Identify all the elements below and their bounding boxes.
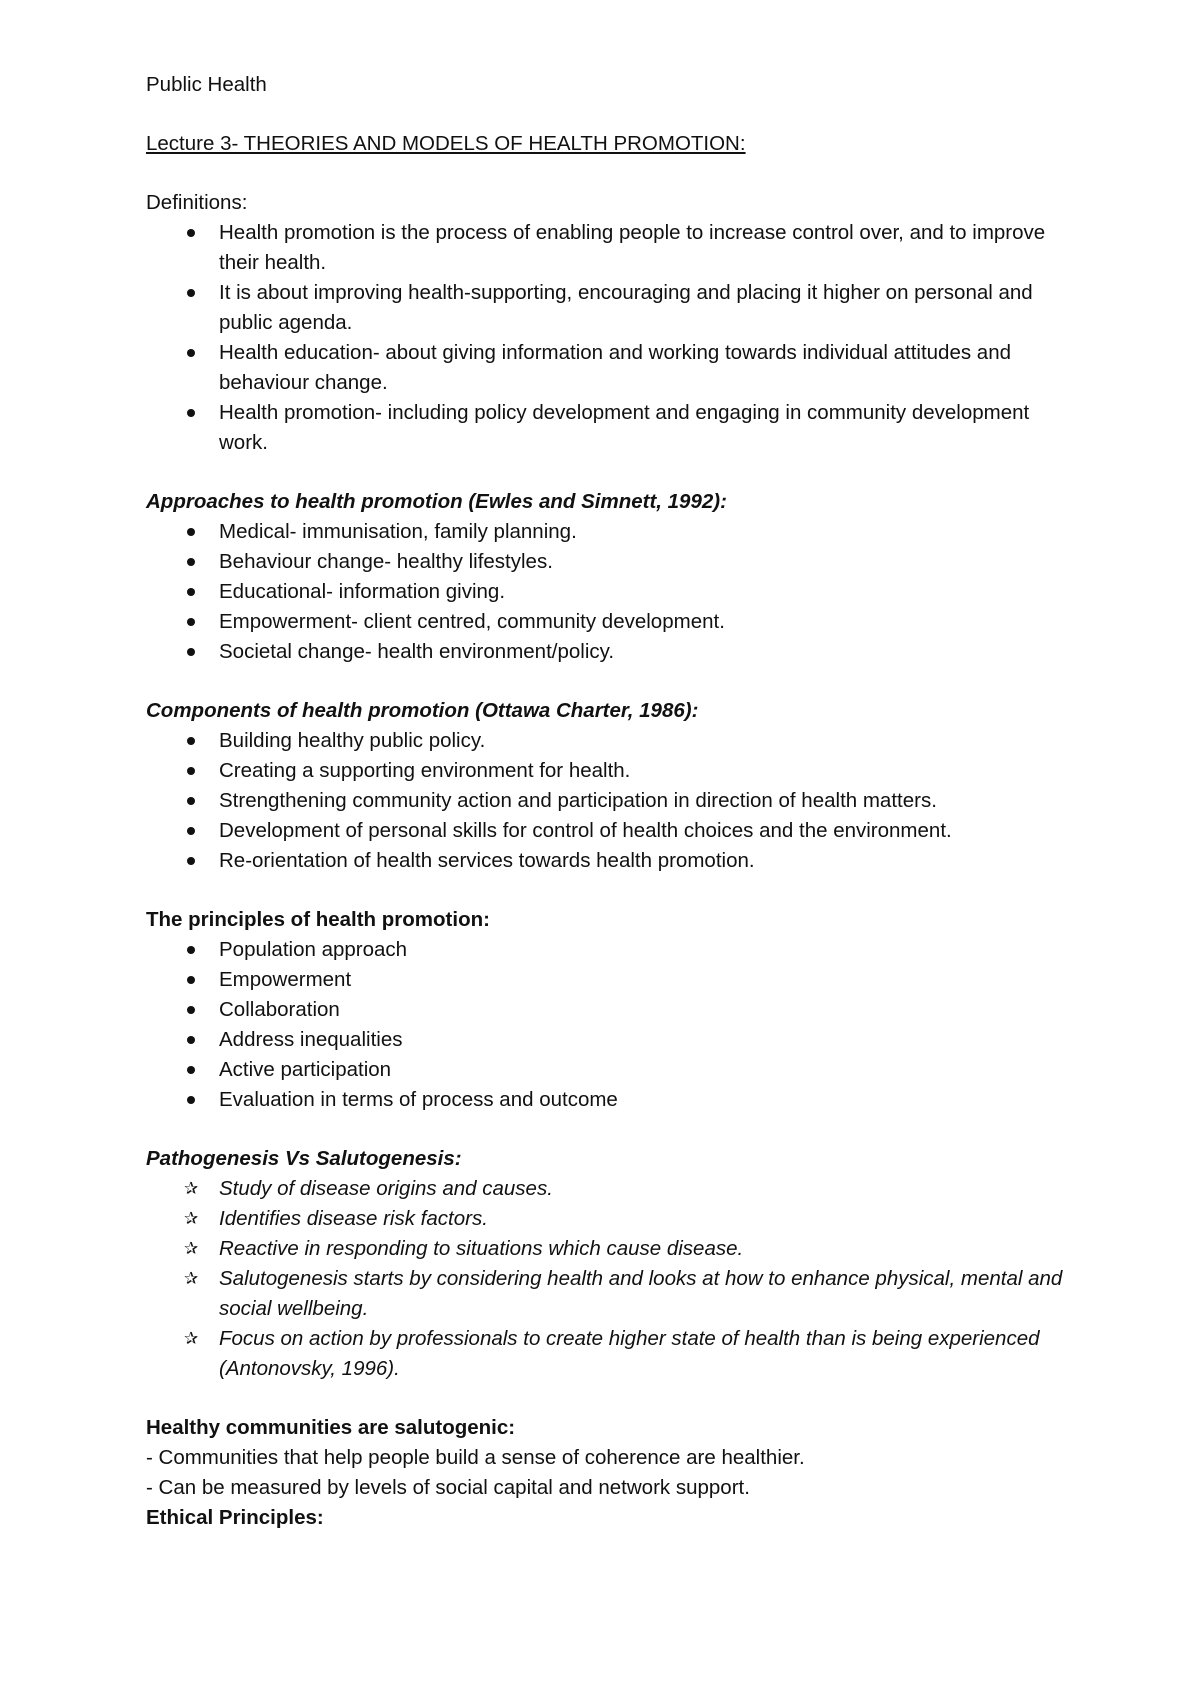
list-item-text: Empowerment- client centred, community development. bbox=[219, 610, 725, 633]
definitions-list bbox=[146, 218, 1076, 458]
bullet-icon bbox=[187, 618, 195, 626]
bullet-icon bbox=[187, 827, 195, 835]
list-item bbox=[146, 786, 1076, 816]
list-item-text: Focus on action by professionals to create higher state of health than is being experienced (Antonovsky, 1996). bbox=[219, 1327, 1040, 1380]
list-item bbox=[146, 1324, 1076, 1384]
list-item bbox=[146, 965, 1076, 995]
list-item-text: Active participation bbox=[219, 1058, 392, 1081]
list-item-text: Empowerment bbox=[219, 968, 352, 991]
list-item bbox=[146, 935, 1076, 965]
list-item bbox=[146, 517, 1076, 547]
spacer bbox=[146, 458, 1076, 487]
list-item-text: Re-orientation of health services towards health promotion. bbox=[219, 849, 755, 872]
page-header-title: Public Health bbox=[146, 73, 267, 96]
list-item bbox=[146, 398, 1076, 458]
list-item-text: Collaboration bbox=[219, 998, 340, 1021]
list-item-text: Health promotion is the process of enabling people to increase control over, and to improve their health. bbox=[219, 221, 1046, 274]
lecture-title: Lecture 3- THEORIES AND MODELS OF HEALTH PROMOTION: bbox=[146, 132, 746, 155]
bullet-icon bbox=[187, 1066, 195, 1074]
list-item bbox=[146, 995, 1076, 1025]
bullet-icon bbox=[187, 1006, 195, 1014]
list-item-text: Population approach bbox=[219, 938, 408, 961]
bullet-icon bbox=[187, 976, 195, 984]
principles-heading: The principles of health promotion: bbox=[146, 908, 490, 931]
list-item-text: Reactive in responding to situations which cause disease. bbox=[219, 1237, 744, 1260]
components-heading: Components of health promotion (Ottawa Charter, 1986): bbox=[146, 699, 699, 722]
list-item-text: Educational- information giving. bbox=[219, 580, 506, 603]
bullet-icon bbox=[187, 409, 195, 417]
list-item-text: Medical- immunisation, family planning. bbox=[219, 520, 577, 543]
bullet-icon bbox=[187, 767, 195, 775]
spacer bbox=[146, 876, 1076, 905]
communities-line: - Communities that help people build a sense of coherence are healthier. bbox=[146, 1446, 805, 1469]
list-item bbox=[146, 1234, 1076, 1264]
list-item bbox=[146, 218, 1076, 278]
list-item-text: Creating a supporting environment for health. bbox=[219, 759, 631, 782]
ethical-heading: Ethical Principles: bbox=[146, 1506, 324, 1529]
list-item bbox=[146, 607, 1076, 637]
list-item-text: Health education- about giving information and working towards individual attitudes and behaviour change. bbox=[219, 341, 1012, 394]
list-item-text: Development of personal skills for control of health choices and the environment. bbox=[219, 819, 952, 842]
list-item-text: Address inequalities bbox=[219, 1028, 403, 1051]
components-list bbox=[146, 726, 1076, 876]
spacer bbox=[146, 1384, 1076, 1413]
list-item bbox=[146, 756, 1076, 786]
pathogenesis-list bbox=[146, 1174, 1076, 1384]
list-item bbox=[146, 637, 1076, 667]
list-item bbox=[146, 846, 1076, 876]
bullet-icon bbox=[187, 946, 195, 954]
list-item-text: Identifies disease risk factors. bbox=[219, 1207, 488, 1230]
bullet-icon bbox=[187, 1096, 195, 1104]
bullet-icon bbox=[187, 797, 195, 805]
list-item bbox=[146, 1264, 1076, 1324]
list-item-text: Health promotion- including policy development and engaging in community development work. bbox=[219, 401, 1030, 454]
list-item bbox=[146, 547, 1076, 577]
bullet-icon bbox=[187, 558, 195, 566]
approaches-heading: Approaches to health promotion (Ewles and Simnett, 1992): bbox=[146, 490, 727, 513]
bullet-icon bbox=[187, 648, 195, 656]
bullet-icon bbox=[187, 349, 195, 357]
pathogenesis-heading: Pathogenesis Vs Salutogenesis: bbox=[146, 1147, 462, 1170]
spacer bbox=[146, 667, 1076, 696]
definitions-heading: Definitions: bbox=[146, 191, 248, 214]
list-item bbox=[146, 1204, 1076, 1234]
list-item bbox=[146, 1055, 1076, 1085]
bullet-icon bbox=[187, 737, 195, 745]
list-item bbox=[146, 338, 1076, 398]
bullet-icon bbox=[187, 528, 195, 536]
bullet-icon bbox=[187, 857, 195, 865]
list-item-text: Evaluation in terms of process and outcome bbox=[219, 1088, 618, 1111]
bullet-icon bbox=[187, 289, 195, 297]
list-item bbox=[146, 1174, 1076, 1204]
star-bullet-icon: ✰ bbox=[184, 1329, 199, 1348]
approaches-list bbox=[146, 517, 1076, 667]
bullet-icon bbox=[187, 1036, 195, 1044]
list-item bbox=[146, 1025, 1076, 1055]
list-item-text: Salutogenesis starts by considering health and looks at how to enhance physical, mental and social wellbeing. bbox=[219, 1267, 1063, 1320]
list-item bbox=[146, 278, 1076, 338]
bullet-icon bbox=[187, 588, 195, 596]
star-bullet-icon: ✰ bbox=[184, 1239, 199, 1258]
list-item bbox=[146, 816, 1076, 846]
star-bullet-icon: ✰ bbox=[184, 1269, 199, 1288]
communities-line: - Can be measured by levels of social capital and network support. bbox=[146, 1476, 750, 1499]
list-item-text: Study of disease origins and causes. bbox=[219, 1177, 553, 1200]
list-item bbox=[146, 577, 1076, 607]
list-item-text: Building healthy public policy. bbox=[219, 729, 486, 752]
spacer bbox=[146, 159, 1076, 188]
star-bullet-icon: ✰ bbox=[184, 1179, 199, 1198]
principles-list bbox=[146, 935, 1076, 1115]
document-page bbox=[146, 70, 1076, 1533]
spacer bbox=[146, 1115, 1076, 1144]
star-bullet-icon: ✰ bbox=[184, 1209, 199, 1228]
communities-heading: Healthy communities are salutogenic: bbox=[146, 1416, 516, 1439]
list-item-text: It is about improving health-supporting, encouraging and placing it higher on personal and public agenda. bbox=[219, 281, 1033, 334]
list-item-text: Behaviour change- healthy lifestyles. bbox=[219, 550, 553, 573]
list-item-text: Societal change- health environment/policy. bbox=[219, 640, 615, 663]
list-item bbox=[146, 726, 1076, 756]
list-item bbox=[146, 1085, 1076, 1115]
bullet-icon bbox=[187, 229, 195, 237]
spacer bbox=[146, 100, 1076, 129]
list-item-text: Strengthening community action and participation in direction of health matters. bbox=[219, 789, 937, 812]
